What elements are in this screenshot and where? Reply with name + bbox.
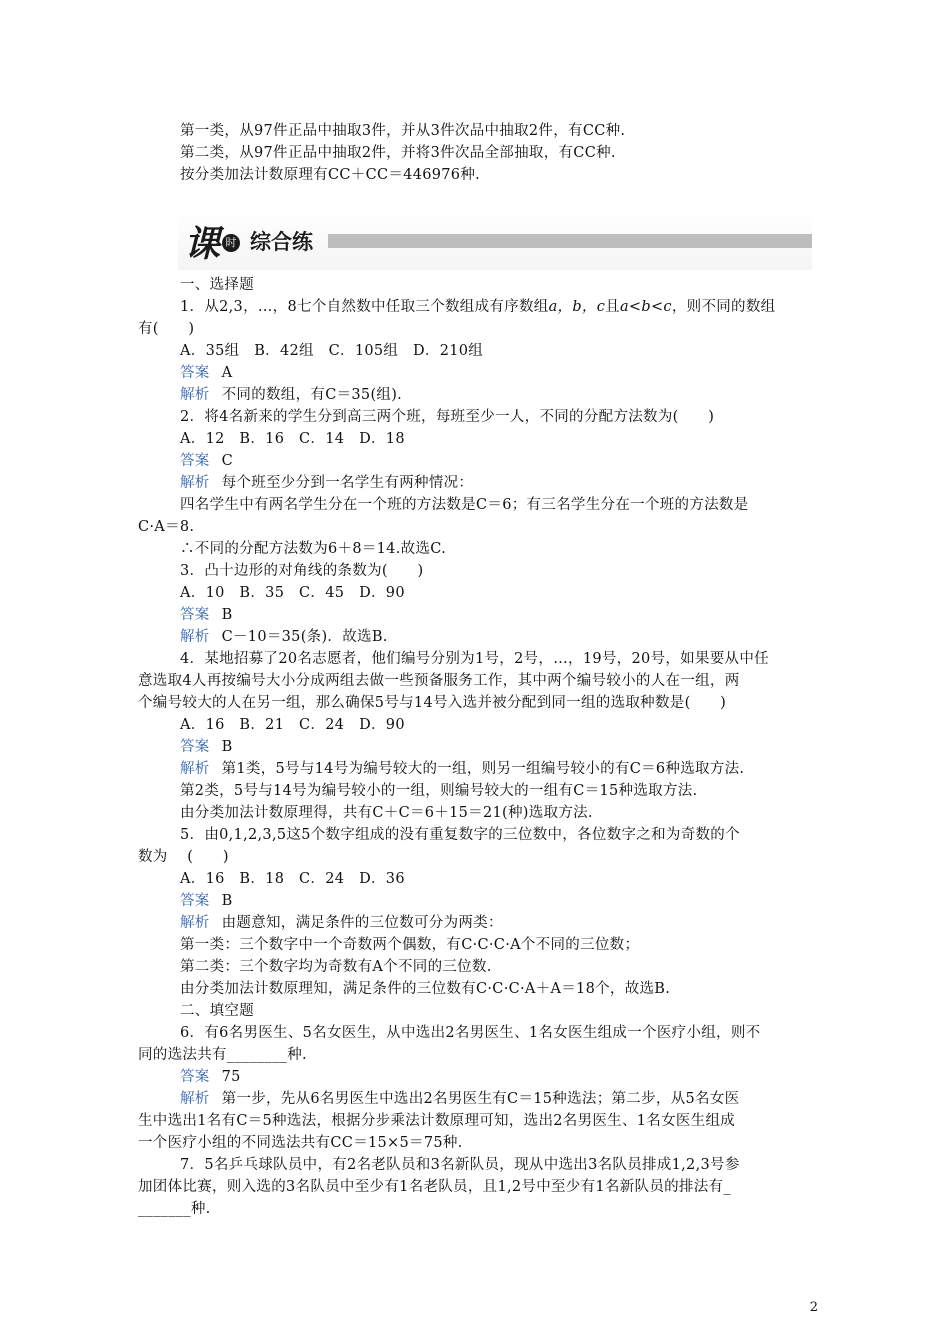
analysis-label: 解析	[180, 475, 210, 491]
q6-answer-row	[180, 1066, 860, 1088]
q3-options: A．10 B．35 C．45 D．90	[180, 585, 405, 601]
q2-analysis-line-2: 四名学生中有两名学生分在一个班的方法数是C＝6；有三名学生分在一个班的方法数是	[180, 497, 749, 513]
q4-stem-line-1: 4．某地招募了20名志愿者，他们编号分别为1号，2号，…，19号，20号，如果要从中任	[180, 651, 769, 667]
q4-analysis-line-3: 由分类加法计数原理得，共有C＋C＝6＋15＝21(种)选取方法.	[180, 805, 593, 821]
q7-stem-line-1: 7．5名乒乓球队员中，有2名老队员和3名新队员，现从中选出3名队员排成1,2,3号参	[180, 1157, 740, 1173]
q1-stem-e: ，则不同的数组	[671, 299, 776, 315]
prev-solution-line-2: 第二类，从97件正品中抽取2件，并将3件次品全部抽取，有CC种.	[180, 145, 616, 161]
q2-analysis: 每个班至少分到一名学生有两种情况：	[221, 475, 474, 491]
banner-bar	[328, 234, 812, 248]
q4-analysis-line-2: 第2类，5号与14号为编号较小的一组，则编号较大的一组有C＝15种选取方法.	[180, 783, 698, 799]
q1-stem-vars: a，b，c	[548, 299, 606, 315]
q1-answer: A	[221, 365, 233, 381]
q4-answer-row	[180, 736, 860, 758]
q1-options: A．35组 B．42组 C．105组 D．210组	[180, 343, 484, 359]
banner-title: 综合练	[250, 230, 313, 254]
q5-options: A．16 B．18 C．24 D．36	[180, 871, 405, 887]
banner-logo-char: 课	[184, 223, 221, 265]
q4-answer: B	[221, 739, 233, 755]
prev-solution-line-1: 第一类，从97件正品中抽取3件，并从3件次品中抽取2件，有CC种.	[180, 123, 626, 139]
analysis-label: 解析	[180, 629, 210, 645]
q1-stem-cont: 有( )	[138, 321, 195, 337]
q7-stem-line-2: 加团体比赛，则入选的3名队员中至少有1名老队员，且1,2号中至少有1名新队员的排法有_	[138, 1179, 731, 1195]
q6-analysis-line-3: 一个医疗小组的不同选法共有CC＝15×5＝75种.	[138, 1135, 463, 1151]
q1-analysis: 不同的数组，有C＝35(组).	[221, 387, 403, 403]
answer-label: 答案	[180, 453, 210, 469]
q4-stem-line-2: 意选取4人再按编号大小分成两组去做一些预备服务工作，其中两个编号较小的人在一组，两	[138, 673, 740, 689]
q2-analysis-line-4: ∴不同的分配方法数为6＋8＝14.故选C.	[180, 541, 446, 557]
analysis-label: 解析	[180, 915, 210, 931]
q5-analysis: 由题意知，满足条件的三位数可分为两类：	[221, 915, 503, 931]
q3-answer-row	[180, 604, 860, 626]
q6-stem-line-2: 同的选法共有________种.	[138, 1047, 307, 1063]
analysis-label: 解析	[180, 387, 210, 403]
q2-answer-row	[180, 450, 860, 472]
q6-stem-line-1: 6．有6名男医生、5名女医生，从中选出2名男医生、1名女医生组成一个医疗小组，则不	[180, 1025, 761, 1041]
q5-answer-row	[180, 890, 860, 912]
q3-analysis-row	[180, 626, 860, 648]
analysis-label: 解析	[180, 1091, 210, 1107]
q4-analysis: 第1类，5号与14号为编号较大的一组，则另一组编号较小的有C＝6种选取方法.	[221, 761, 745, 777]
banner-badge: 时	[222, 234, 240, 252]
q7-stem-line-3: _______种.	[138, 1201, 211, 1217]
q5-analysis-line-4: 由分类加法计数原理知，满足条件的三位数有C·C·C·A＋A＝18个，故选B.	[180, 981, 671, 997]
section-banner	[178, 212, 812, 270]
prev-solution-line-3: 按分类加法计数原理有CC＋CC＝446976种.	[180, 167, 481, 183]
q5-stem-line-2: 数为 ( )	[138, 849, 229, 865]
q4-analysis-row	[180, 758, 860, 780]
q2-answer: C	[221, 453, 234, 469]
answer-label: 答案	[180, 365, 210, 381]
section-heading-fill: 二、填空题	[180, 1003, 254, 1019]
q3-stem: 3．凸十边形的对角线的条数为( )	[180, 563, 424, 579]
q5-analysis-row	[180, 912, 860, 934]
answer-label: 答案	[180, 1069, 210, 1085]
q6-analysis-line-2: 生中选出1名有C＝5种选法，根据分步乘法计数原理可知，选出2名男医生、1名女医生组成	[138, 1113, 736, 1129]
q3-answer: B	[221, 607, 233, 623]
q1-analysis-row	[180, 384, 860, 406]
q5-answer: B	[221, 893, 233, 909]
section-heading-choice: 一、选择题	[180, 277, 254, 293]
q1-stem-c: 且	[605, 299, 620, 315]
q6-answer: 75	[221, 1069, 241, 1085]
answer-label: 答案	[180, 607, 210, 623]
page-number: 2	[809, 1300, 818, 1315]
q6-analysis: 第一步，先从6名男医生中选出2名男医生有C＝15种选法；第二步，从5名女医	[221, 1091, 740, 1107]
q2-options: A．12 B．16 C．14 D．18	[180, 431, 405, 447]
q1-answer-row	[180, 362, 860, 384]
q4-options: A．16 B．21 C．24 D．90	[180, 717, 405, 733]
q5-stem-line-1: 5．由0,1,2,3,5这5个数字组成的没有重复数字的三位数中，各位数字之和为奇数的个	[180, 827, 740, 843]
q6-analysis-row	[180, 1088, 860, 1110]
q2-analysis-line-3: C·A＝8.	[138, 519, 195, 535]
q5-analysis-line-3: 第二类：三个数字均为奇数有A个不同的三位数.	[180, 959, 492, 975]
q1-stem	[180, 296, 860, 318]
q1-stem-ineq: a<b<c	[619, 299, 672, 315]
q4-stem-line-3: 个编号较大的人在另一组，那么确保5号与14号入选并被分配到同一组的选取种数是( )	[138, 695, 727, 711]
q5-analysis-line-2: 第一类：三个数字中一个奇数两个偶数，有C·C·C·A个不同的三位数；	[180, 937, 640, 953]
analysis-label: 解析	[180, 761, 210, 777]
q1-stem-a: 1．从2,3，…，8七个自然数中任取三个数组成有序数组	[180, 299, 549, 315]
q2-analysis-row	[180, 472, 860, 494]
answer-label: 答案	[180, 739, 210, 755]
q3-analysis: C－10＝35(条)．故选B.	[221, 629, 388, 645]
answer-label: 答案	[180, 893, 210, 909]
q2-stem: 2．将4名新来的学生分到高三两个班，每班至少一人，不同的分配方法数为( )	[180, 409, 715, 425]
